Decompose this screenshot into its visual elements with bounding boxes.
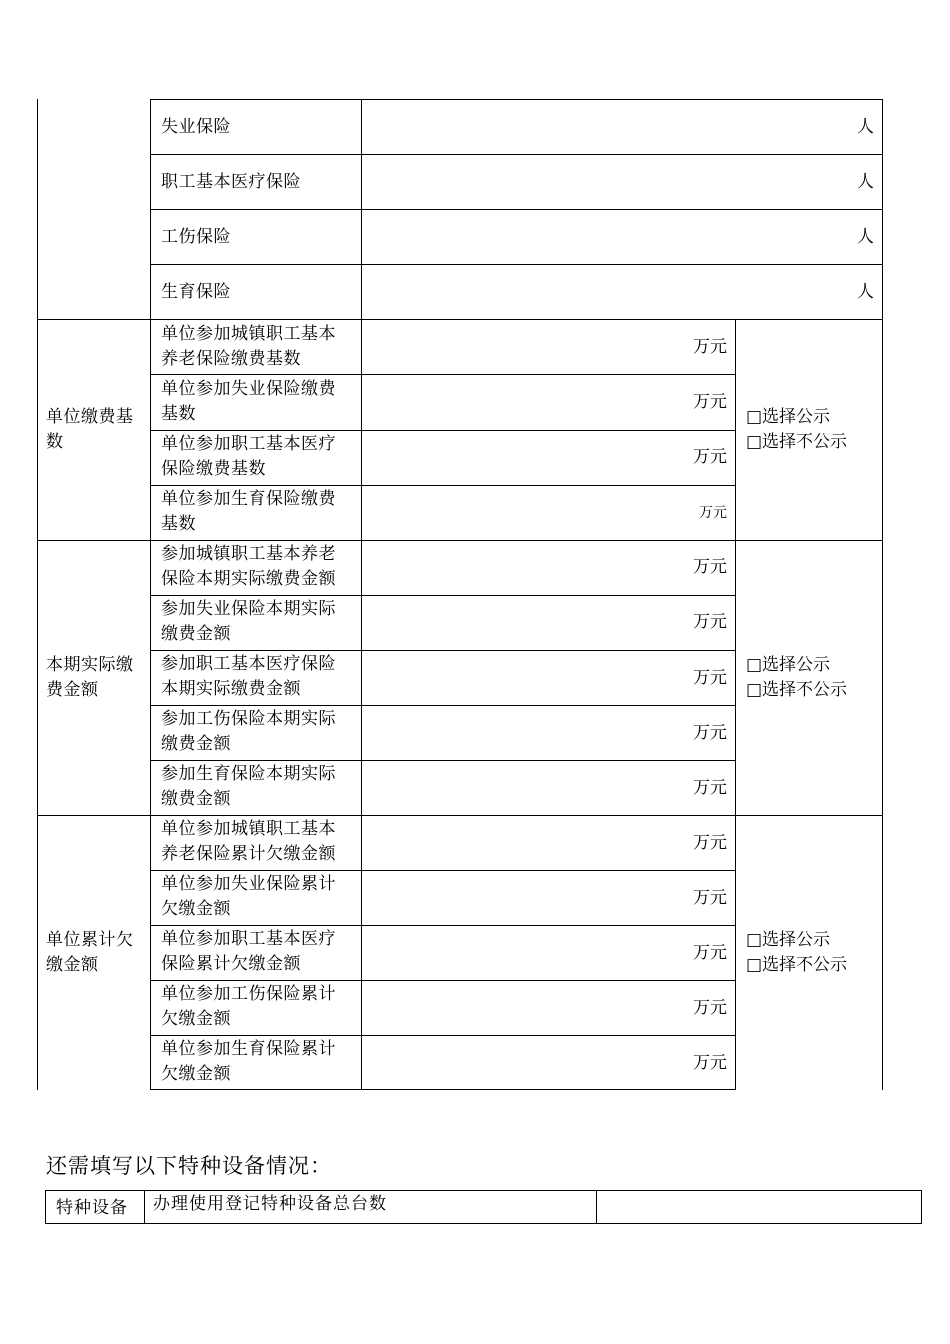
- head-row-label: 职工基本医疗保险: [161, 172, 301, 192]
- row-unit: 万元: [693, 392, 727, 412]
- special-equipment-heading: 还需填写以下特种设备情况：: [46, 1154, 332, 1178]
- row-label: 基数: [161, 404, 196, 424]
- head-row-label: 工伤保险: [161, 227, 231, 247]
- row-line: [150, 760, 736, 761]
- row-unit: 万元: [693, 888, 727, 908]
- head-row-label: 生育保险: [161, 282, 231, 302]
- row-label: 基数: [161, 514, 196, 534]
- publicity-option-hide[interactable]: □选择不公示: [746, 680, 848, 700]
- eq-border-left: [45, 1190, 46, 1224]
- row-line: [150, 264, 883, 265]
- row-line: [150, 925, 736, 926]
- row-label: 缴费金额: [161, 624, 231, 644]
- row-line: [150, 1089, 736, 1090]
- row-line: [150, 430, 736, 431]
- row-label: 参加失业保险本期实际: [161, 599, 336, 619]
- row-label: 参加职工基本医疗保险: [161, 654, 336, 674]
- head-row-unit: 人: [857, 227, 874, 247]
- group-category-label: 缴金额: [46, 955, 99, 975]
- row-line: [150, 980, 736, 981]
- row-label: 欠缴金额: [161, 1064, 231, 1084]
- group-category-label: 单位缴费基: [46, 407, 134, 427]
- publicity-option-hide[interactable]: □选择不公示: [746, 955, 848, 975]
- row-line: [150, 154, 883, 155]
- eq-divider-2: [596, 1190, 597, 1224]
- row-unit: 万元: [693, 612, 727, 632]
- group-category-label: 本期实际缴: [46, 655, 134, 675]
- publicity-option-hide[interactable]: □选择不公示: [746, 432, 848, 452]
- row-label: 欠缴金额: [161, 1009, 231, 1029]
- row-label: 保险累计欠缴金额: [161, 954, 301, 974]
- special-equipment-table: [45, 1190, 922, 1224]
- row-line: [150, 870, 736, 871]
- eq-border-right: [921, 1190, 922, 1224]
- row-label: 缴费金额: [161, 789, 231, 809]
- publicity-option-show[interactable]: □选择公示: [746, 655, 831, 675]
- row-label: 单位参加城镇职工基本: [161, 819, 336, 839]
- head-row-unit: 人: [857, 117, 874, 137]
- special-equipment-count-value[interactable]: [605, 1194, 905, 1218]
- group-line: [37, 815, 883, 816]
- row-line: [150, 595, 736, 596]
- head-row-unit: 人: [857, 282, 874, 302]
- row-unit: 万元: [693, 668, 727, 688]
- row-unit: 万元: [693, 337, 727, 357]
- row-line: [150, 485, 736, 486]
- row-unit: 万元: [693, 943, 727, 963]
- row-unit: 万元: [693, 1053, 727, 1073]
- row-line: [150, 705, 736, 706]
- head-row-unit: 人: [857, 172, 874, 192]
- row-label: 单位参加生育保险累计: [161, 1039, 336, 1059]
- row-line: [150, 374, 736, 375]
- row-label: 单位参加职工基本医疗: [161, 929, 336, 949]
- group-category-label: 单位累计欠: [46, 930, 134, 950]
- row-line: [150, 650, 736, 651]
- publicity-option-show[interactable]: □选择公示: [746, 930, 831, 950]
- group-category-label: 数: [46, 432, 64, 452]
- row-label: 参加工伤保险本期实际: [161, 709, 336, 729]
- eq-border-bottom: [45, 1223, 922, 1224]
- row-label: 保险缴费基数: [161, 459, 266, 479]
- row-label: 养老保险累计欠缴金额: [161, 844, 336, 864]
- eq-border-top: [45, 1190, 922, 1191]
- group-category-label: 费金额: [46, 680, 99, 700]
- row-label: 单位参加失业保险累计: [161, 874, 336, 894]
- row-line: [150, 1035, 736, 1036]
- special-equipment-count-label: 办理使用登记特种设备总台数: [153, 1194, 387, 1214]
- row-label: 保险本期实际缴费金额: [161, 569, 336, 589]
- table-border-left: [37, 99, 38, 1090]
- row-unit: 万元: [693, 778, 727, 798]
- row-line: [150, 99, 883, 100]
- row-unit: 万元: [693, 998, 727, 1018]
- table-border-right: [882, 99, 883, 1090]
- row-label: 单位参加工伤保险累计: [161, 984, 336, 1004]
- row-unit: 万元: [699, 505, 727, 521]
- row-label: 单位参加生育保险缴费: [161, 489, 336, 509]
- insurance-table: [37, 99, 883, 1090]
- row-label: 参加城镇职工基本养老: [161, 544, 336, 564]
- row-unit: 万元: [693, 447, 727, 467]
- row-label: 单位参加职工基本医疗: [161, 434, 336, 454]
- row-label: 单位参加城镇职工基本: [161, 324, 336, 344]
- row-label: 本期实际缴费金额: [161, 679, 301, 699]
- row-unit: 万元: [693, 557, 727, 577]
- special-equipment-label: 特种设备: [56, 1198, 128, 1218]
- row-line: [150, 209, 883, 210]
- row-unit: 万元: [693, 723, 727, 743]
- row-label: 单位参加失业保险缴费: [161, 379, 336, 399]
- row-label: 参加生育保险本期实际: [161, 764, 336, 784]
- row-label: 养老保险缴费基数: [161, 349, 301, 369]
- head-row-label: 失业保险: [161, 117, 231, 137]
- group-line: [37, 540, 883, 541]
- group-line: [37, 319, 883, 320]
- row-label: 缴费金额: [161, 734, 231, 754]
- row-unit: 万元: [693, 833, 727, 853]
- eq-divider-1: [144, 1190, 145, 1224]
- row-label: 欠缴金额: [161, 899, 231, 919]
- publicity-option-show[interactable]: □选择公示: [746, 407, 831, 427]
